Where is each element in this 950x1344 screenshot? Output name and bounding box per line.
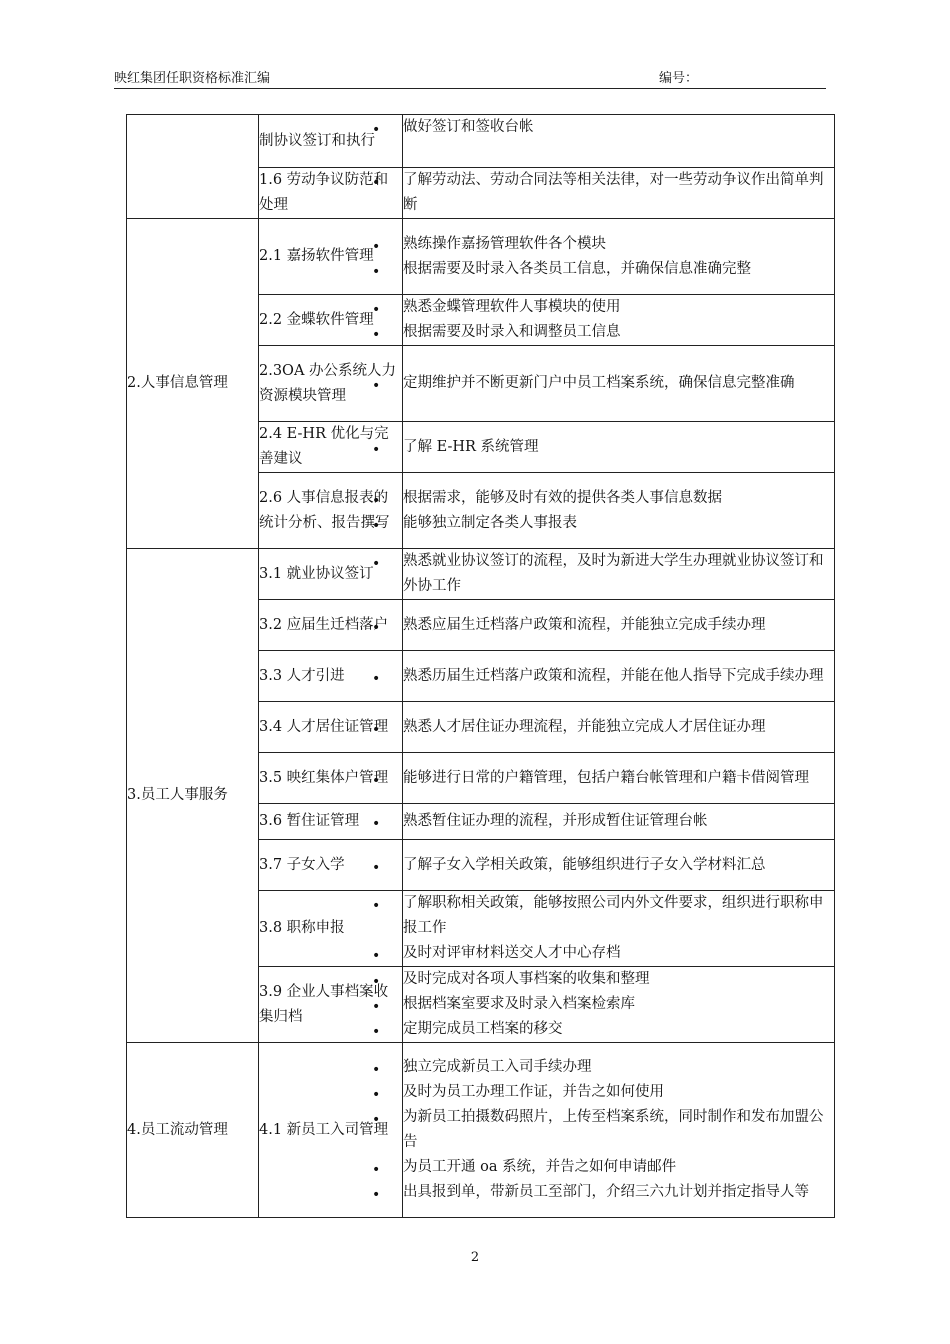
description-cell <box>403 840 835 891</box>
description-cell <box>403 346 835 422</box>
item-cell: 3.3 人才引进 <box>259 651 403 702</box>
item-cell: 3.4 人才居住证管理 <box>259 702 403 753</box>
list-item: • 为员工开通 oa 系统，并告之如何申请邮件 <box>403 1155 834 1180</box>
table-row <box>127 1043 835 1218</box>
list-item: • 熟悉就业协议签订的流程，及时为新进大学生办理就业协议签订和外协工作 <box>403 549 834 599</box>
list-item: • 熟练操作嘉扬管理软件各个模块 <box>403 232 834 257</box>
table-row <box>127 549 835 600</box>
item-cell: 3.7 子女入学 <box>259 840 403 891</box>
category-cell: 4.员工流动管理 <box>127 1043 259 1218</box>
description-cell <box>403 651 835 702</box>
list-item: • 为新员工拍摄数码照片，上传至档案系统，同时制作和发布加盟公告 <box>403 1105 834 1155</box>
list-item: • 能够独立制定各类人事报表 <box>403 511 834 536</box>
list-item: • 根据需求，能够及时有效的提供各类人事信息数据 <box>403 486 834 511</box>
description-cell <box>403 422 835 473</box>
list-item: • 熟悉人才居住证办理流程，并能独立完成人才居住证办理 <box>403 715 834 740</box>
item-cell: 3.6 暂住证管理 <box>259 804 403 840</box>
table-row <box>127 219 835 295</box>
list-item: • 出具报到单，带新员工至部门，介绍三六九计划并指定指导人等 <box>403 1180 834 1205</box>
qualification-table <box>126 114 835 1218</box>
item-cell: 3.8 职称申报 <box>259 891 403 967</box>
list-item: • 能够进行日常的户籍管理，包括户籍台帐管理和户籍卡借阅管理 <box>403 766 834 791</box>
list-item: • 熟悉暂住证办理的流程，并形成暂住证管理台帐 <box>403 809 834 834</box>
description-cell <box>403 753 835 804</box>
list-item: • 了解职称相关政策，能够按照公司内外文件要求，组织进行职称申报工作 <box>403 891 834 941</box>
item-cell: 2.6 人事信息报表的统计分析、报告撰写 <box>259 473 403 549</box>
description-cell <box>403 549 835 600</box>
description-cell <box>403 967 835 1043</box>
description-cell <box>403 600 835 651</box>
category-cell: 2.人事信息管理 <box>127 219 259 549</box>
description-cell <box>403 115 835 168</box>
description-cell <box>403 295 835 346</box>
description-cell <box>403 219 835 295</box>
list-item: • 及时对评审材料送交人才中心存档 <box>403 941 834 966</box>
document-code-label: 编号： <box>659 71 699 86</box>
list-item: • 根据需要及时录入和调整员工信息 <box>403 320 834 345</box>
description-cell <box>403 702 835 753</box>
list-item: • 做好签订和签收台帐 <box>403 115 834 140</box>
item-cell: 2.4 E-HR 优化与完善建议 <box>259 422 403 473</box>
item-cell: 4.1 新员工入司管理 <box>259 1043 403 1218</box>
item-cell: 1.6 劳动争议防范和处理 <box>259 168 403 219</box>
description-cell <box>403 473 835 549</box>
description-cell <box>403 168 835 219</box>
list-item: • 了解劳动法、劳动合同法等相关法律，对一些劳动争议作出简单判断 <box>403 168 834 218</box>
item-cell: 2.2 金蝶软件管理 <box>259 295 403 346</box>
list-item: • 定期完成员工档案的移交 <box>403 1017 834 1042</box>
list-item: • 熟悉历届生迁档落户政策和流程，并能在他人指导下完成手续办理 <box>403 664 834 689</box>
list-item: • 了解子女入学相关政策，能够组织进行子女入学材料汇总 <box>403 853 834 878</box>
item-cell: 2.3OA 办公系统人力资源模块管理 <box>259 346 403 422</box>
item-cell: 3.2 应届生迁档落户 <box>259 600 403 651</box>
list-item: • 熟悉应届生迁档落户政策和流程，并能独立完成手续办理 <box>403 613 834 638</box>
description-cell <box>403 891 835 967</box>
list-item: • 根据需要及时录入各类员工信息，并确保信息准确完整 <box>403 257 834 282</box>
list-item: • 熟悉金蝶管理软件人事模块的使用 <box>403 295 834 320</box>
description-cell <box>403 1043 835 1218</box>
document-title: 映红集团任职资格标准汇编 <box>114 71 271 86</box>
item-cell: 制协议签订和执行 <box>259 115 403 168</box>
item-cell: 3.9 企业人事档案收集归档 <box>259 967 403 1043</box>
page-number: 2 <box>470 1250 480 1265</box>
list-item: • 及时完成对各项人事档案的收集和整理 <box>403 967 834 992</box>
list-item: • 及时为员工办理工作证，并告之如何使用 <box>403 1080 834 1105</box>
list-item: • 独立完成新员工入司手续办理 <box>403 1055 834 1080</box>
item-cell: 3.1 就业协议签订 <box>259 549 403 600</box>
list-item: • 定期维护并不断更新门户中员工档案系统，确保信息完整准确 <box>403 371 834 396</box>
description-cell <box>403 804 835 840</box>
item-cell: 3.5 映红集体户管理 <box>259 753 403 804</box>
page-header <box>114 70 826 89</box>
category-cell: 3.员工人事服务 <box>127 549 259 1043</box>
list-item: • 了解 E-HR 系统管理 <box>403 435 834 460</box>
table-row <box>127 115 835 168</box>
list-item: • 根据档案室要求及时录入档案检索库 <box>403 992 834 1017</box>
category-cell <box>127 115 259 219</box>
item-cell: 2.1 嘉扬软件管理 <box>259 219 403 295</box>
